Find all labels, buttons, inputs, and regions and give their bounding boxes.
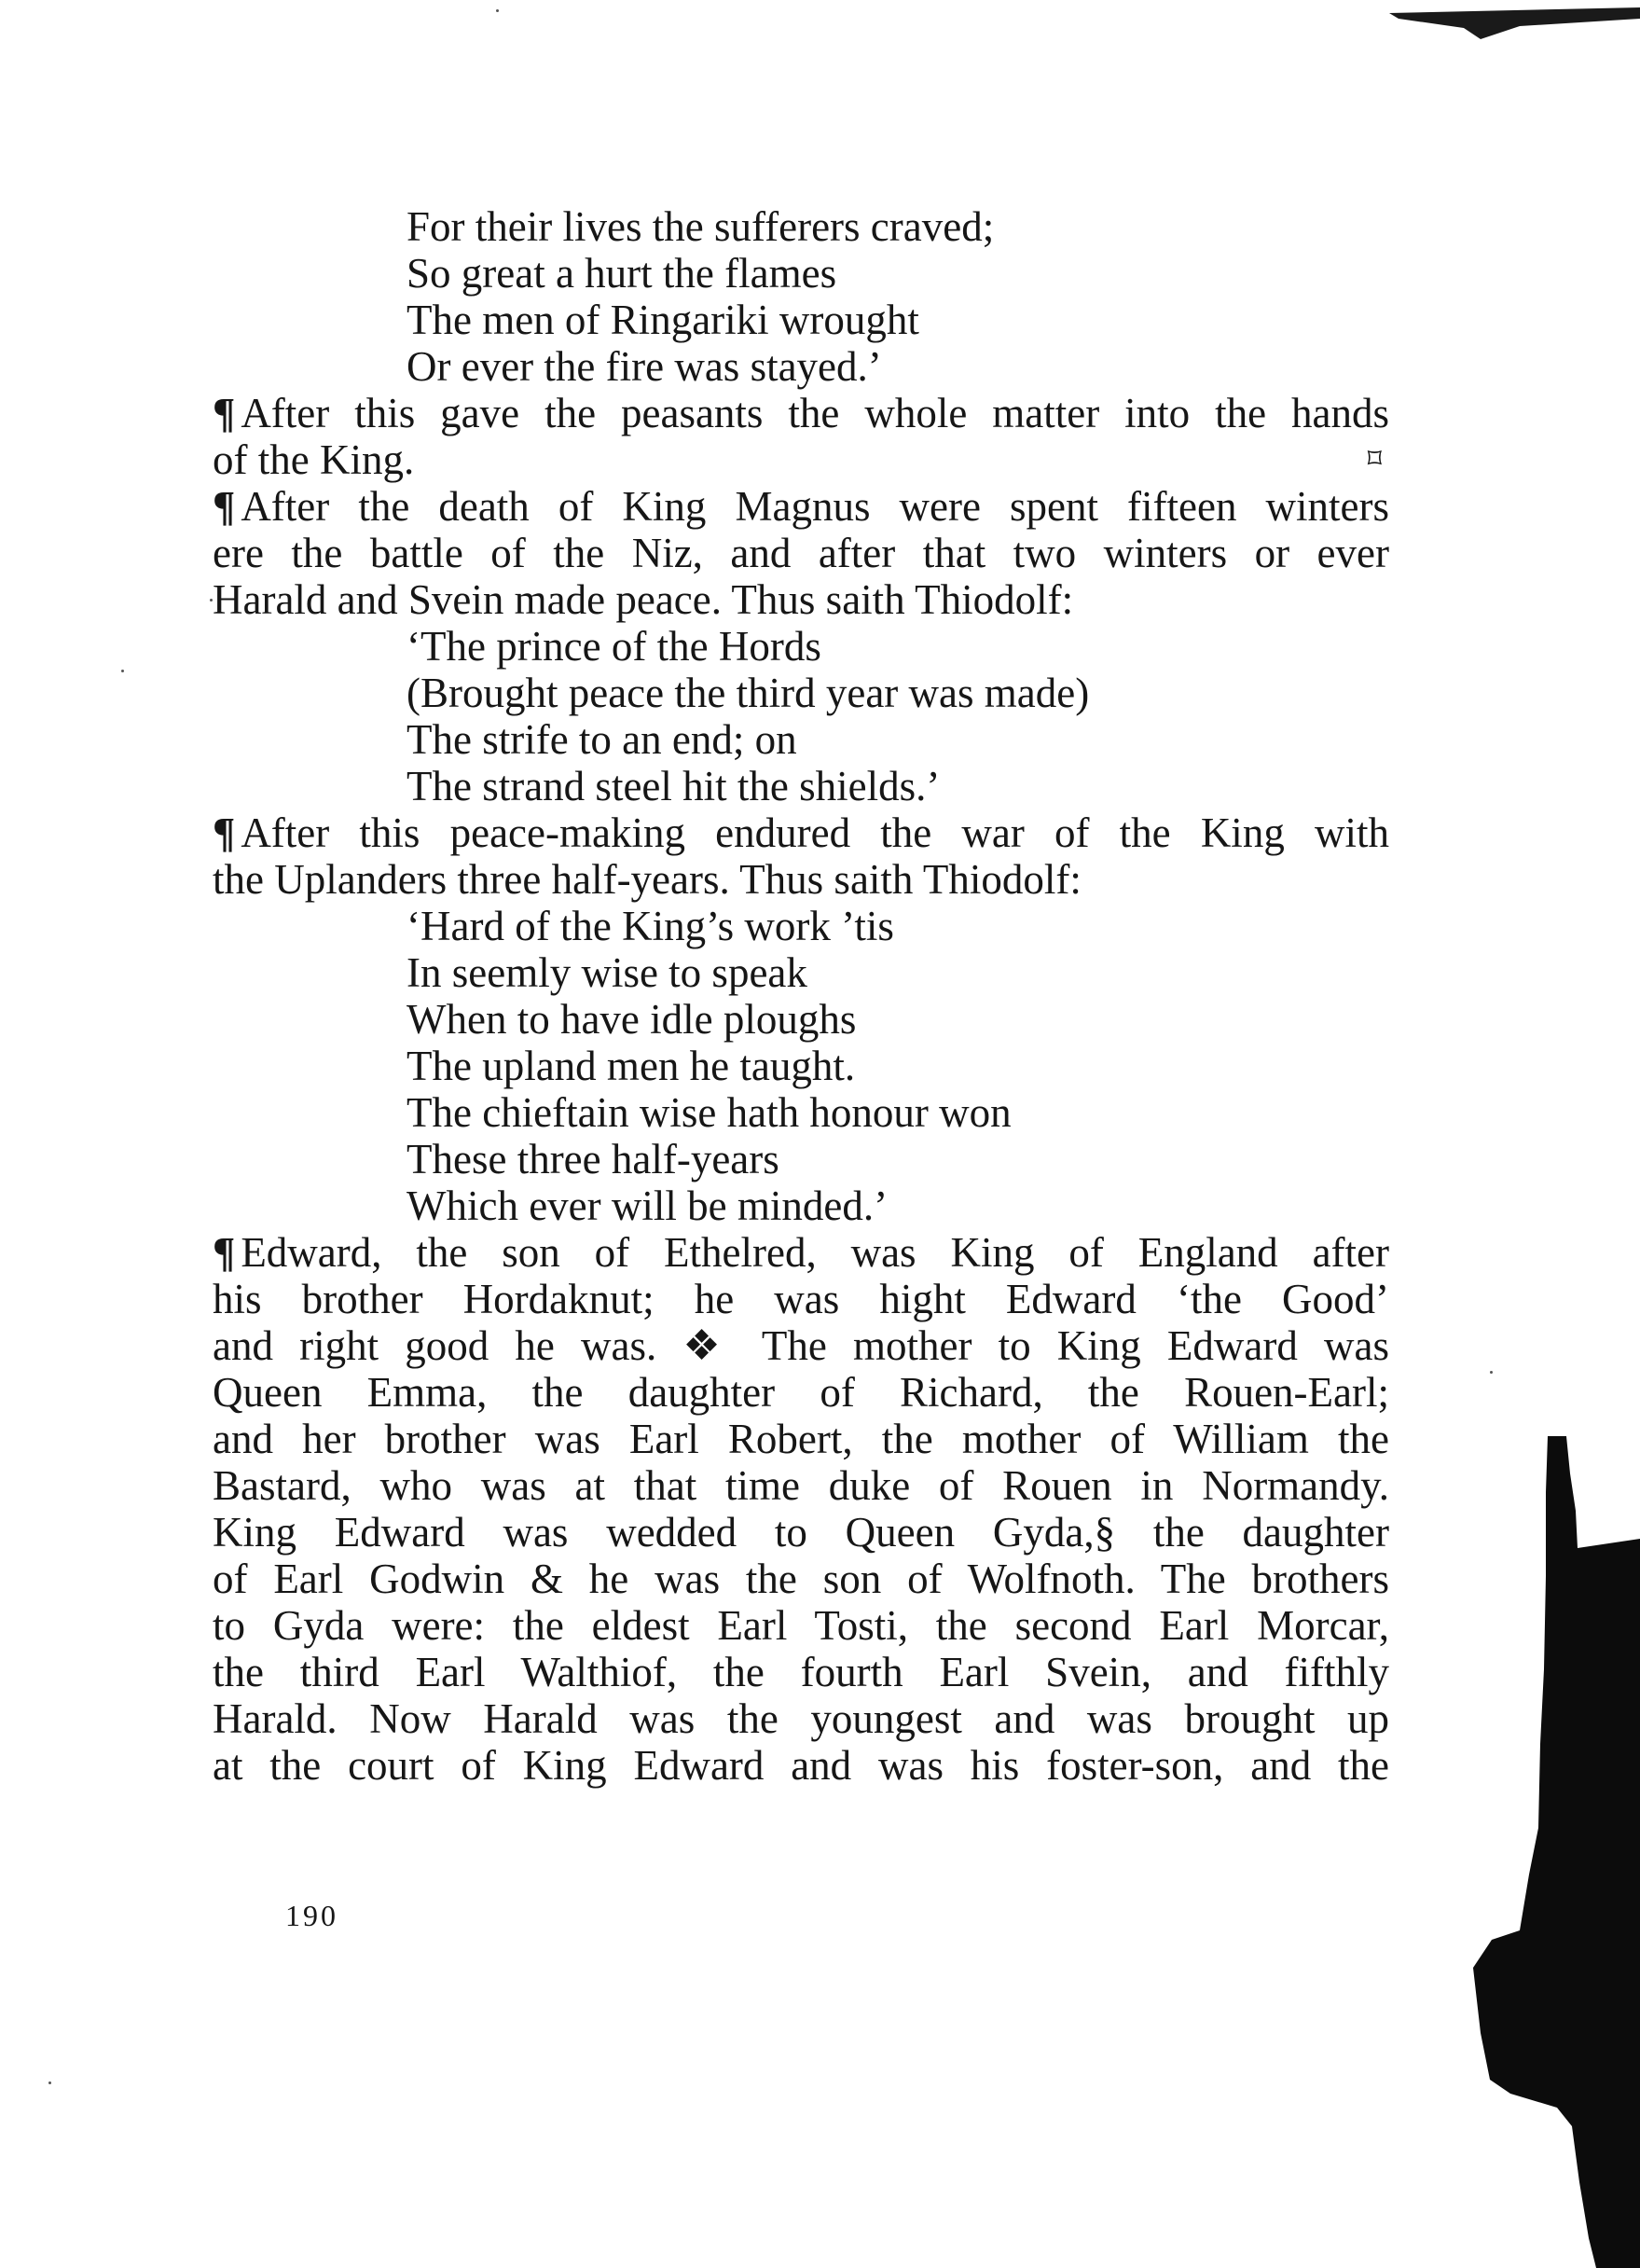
prose-line xyxy=(213,1695,1389,1742)
line-text: ‘The prince of the Hords xyxy=(407,623,821,670)
prose-line xyxy=(213,1276,1389,1322)
verse-line xyxy=(213,1089,1389,1136)
pilcrow-icon: ¶ xyxy=(213,390,236,436)
verse-line xyxy=(213,670,1389,716)
verse-line xyxy=(213,203,1389,250)
pilcrow-icon: ¶ xyxy=(213,483,236,530)
line-text: In seemly wise to speak xyxy=(407,949,807,996)
scan-edge-shadow xyxy=(1380,1436,1640,2268)
prose-line xyxy=(213,576,1389,623)
line-text: and right good he was. ❖ The mother to King Edward was xyxy=(213,1322,1389,1369)
line-text: Queen Emma, the daughter of Richard, the Rouen-Earl; xyxy=(213,1369,1389,1416)
prose-line xyxy=(213,1742,1389,1789)
line-text: (Brought peace the third year was made) xyxy=(407,670,1090,716)
line-text: of the King. xyxy=(213,436,415,483)
line-text: ere the battle of the Niz, and after that two winters or ever xyxy=(213,530,1389,576)
prose-line xyxy=(213,1649,1389,1695)
prose-line xyxy=(213,483,1389,530)
line-text: The strife to an end; on xyxy=(407,716,797,763)
line-text: Or ever the fire was stayed.’ xyxy=(407,343,882,390)
prose-line xyxy=(213,390,1389,436)
section-end-icon: ⌑ xyxy=(1367,444,1382,475)
prose-line xyxy=(213,1556,1389,1602)
line-text: Which ever will be minded.’ xyxy=(407,1182,889,1229)
line-text: Harald and Svein made peace. Thus saith Thiodolf: xyxy=(213,576,1074,623)
line-text: Harald. Now Harald was the youngest and was brought up xyxy=(213,1695,1389,1742)
body-text xyxy=(213,203,1389,1789)
verse-line xyxy=(213,343,1389,390)
line-text: the Uplanders three half-years. Thus saith Thiodolf: xyxy=(213,856,1082,903)
verse-line xyxy=(213,297,1389,343)
prose-line xyxy=(213,1509,1389,1556)
prose-line xyxy=(213,1416,1389,1462)
page-number: 190 xyxy=(285,1899,338,1932)
verse-line xyxy=(213,1043,1389,1089)
verse-line xyxy=(213,716,1389,763)
line-text: For their lives the sufferers craved; xyxy=(407,203,995,250)
line-text: The men of Ringariki wrought xyxy=(407,297,919,343)
line-text: The chieftain wise hath honour won xyxy=(407,1089,1012,1136)
line-text: After this gave the peasants the whole matter into the hands xyxy=(241,390,1389,436)
line-text: the third Earl Walthiof, the fourth Earl Svein, and fifthly xyxy=(213,1649,1389,1695)
line-text: Bastard, who was at that time duke of Rouen in Normandy. xyxy=(213,1462,1389,1509)
verse-line xyxy=(213,250,1389,297)
line-text: When to have idle ploughs xyxy=(407,996,857,1043)
pilcrow-icon: ¶ xyxy=(213,809,236,856)
paper-speck xyxy=(496,9,499,12)
verse-line xyxy=(213,763,1389,809)
paper-speck xyxy=(210,599,213,602)
line-text: at the court of King Edward and was his foster-son, and the xyxy=(213,1742,1389,1789)
prose-line xyxy=(213,1602,1389,1649)
line-text: of Earl Godwin & he was the son of Wolfnoth. The brothers xyxy=(213,1556,1389,1602)
paper-speck xyxy=(48,2081,51,2084)
verse-line xyxy=(213,949,1389,996)
verse-line xyxy=(213,1182,1389,1229)
line-text: So great a hurt the flames xyxy=(407,250,837,297)
line-text: King Edward was wedded to Queen Gyda,§ the daughter xyxy=(213,1509,1389,1556)
prose-line xyxy=(213,1322,1389,1369)
verse-line xyxy=(213,623,1389,670)
line-text: These three half-years xyxy=(407,1136,779,1182)
line-text: his brother Hordaknut; he was hight Edward ‘the Good’ xyxy=(213,1276,1389,1322)
line-text: ‘Hard of the King’s work ’tis xyxy=(407,903,894,949)
line-text: and her brother was Earl Robert, the mother of William the xyxy=(213,1416,1389,1462)
prose-line xyxy=(213,1369,1389,1416)
prose-line xyxy=(213,436,1389,483)
line-text: The upland men he taught. xyxy=(407,1043,856,1089)
line-text: to Gyda were: the eldest Earl Tosti, the second Earl Morcar, xyxy=(213,1602,1389,1649)
line-text: After this peace-making endured the war of the King with xyxy=(241,809,1389,856)
paper-speck xyxy=(1490,1371,1493,1374)
verse-line xyxy=(213,996,1389,1043)
prose-line xyxy=(213,1229,1389,1276)
verse-line xyxy=(213,1136,1389,1182)
prose-line xyxy=(213,856,1389,903)
prose-line xyxy=(213,809,1389,856)
prose-line xyxy=(213,1462,1389,1509)
line-text: Edward, the son of Ethelred, was King of England after xyxy=(241,1229,1389,1276)
line-text: The strand steel hit the shields.’ xyxy=(407,763,941,809)
pilcrow-icon: ¶ xyxy=(213,1229,236,1276)
ink-blot-top-right xyxy=(1380,0,1640,56)
verse-line xyxy=(213,903,1389,949)
prose-line xyxy=(213,530,1389,576)
paper-speck xyxy=(121,670,124,672)
line-text: After the death of King Magnus were spent fifteen winters xyxy=(241,483,1389,530)
